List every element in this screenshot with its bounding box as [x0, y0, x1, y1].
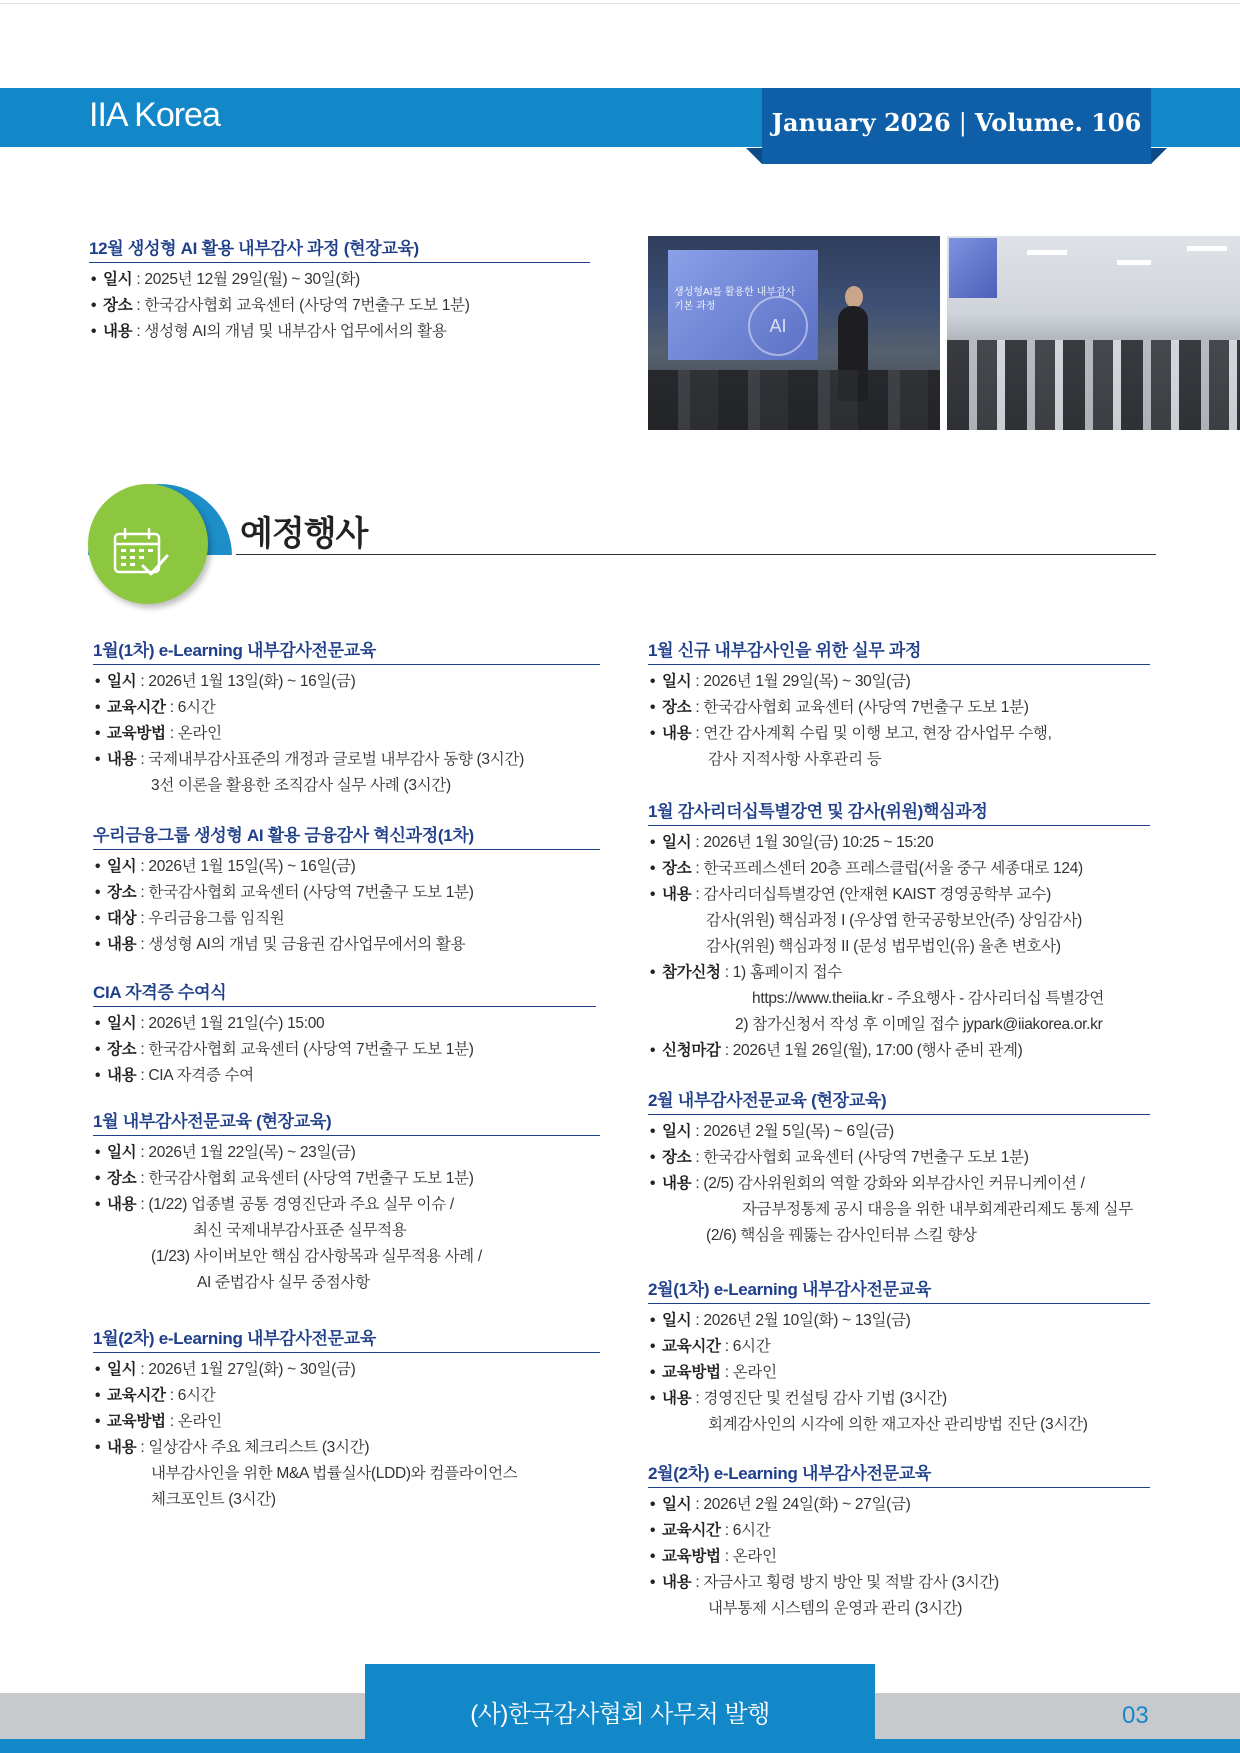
detail-value: 감사리더십특별강연 (안재현 KAIST 경영공학부 교수): [703, 886, 1051, 903]
detail-value: 한국감사협회 교육센터 (사당역 7번출구 도보 1분): [148, 1041, 474, 1058]
detail-value: 생성형 AI의 개념 및 금융권 감사업무에서의 활용: [148, 936, 466, 953]
page-number: 03: [1122, 1702, 1149, 1729]
event-detail: [93, 721, 600, 747]
detail-value: 한국프레스센터 20층 프레스클럽(서울 중구 세종대로 124): [703, 860, 1083, 877]
event-title: 2월 내부감사전문교육 (현장교육): [648, 1086, 1150, 1115]
detail-label: 내용: [107, 1196, 137, 1213]
detail-label: 장소: [107, 1041, 137, 1058]
detail-value: 온라인: [732, 1548, 777, 1565]
detail-sep: :: [136, 858, 149, 875]
event-details: [89, 267, 590, 345]
event-detail: [648, 1171, 1150, 1197]
detail-label: 교육시간: [107, 699, 166, 716]
detail-label: 내용: [103, 323, 133, 340]
detail-sep: :: [136, 910, 149, 927]
detail-value: 일상감사 주요 체크리스트 (3시간): [148, 1439, 370, 1456]
detail-label: 내용: [107, 751, 137, 768]
top-rule: [0, 0, 1240, 4]
event-detail: [93, 906, 600, 932]
detail-label: 장소: [107, 1170, 137, 1187]
detail-value: 한국감사협회 교육센터 (사당역 7번출구 도보 1분): [148, 1170, 474, 1187]
detail-continuation: (1/23) 사이버보안 핵심 감사항목과 실무적용 사례 /: [151, 1248, 482, 1265]
detail-label: 장소: [662, 860, 692, 877]
speaker-head: [845, 286, 863, 308]
detail-value: 온라인: [177, 725, 222, 742]
detail-sep: :: [136, 1015, 149, 1032]
detail-label: 교육시간: [662, 1522, 721, 1539]
detail-label: 일시: [662, 834, 692, 851]
event-title: 우리금융그룹 생성형 AI 활용 금융감사 혁신과정(1차): [93, 821, 600, 850]
slide-title: 생성형AI를 활용한 내부감사 기본 과정: [674, 287, 796, 312]
past-event: [89, 234, 590, 345]
detail-sep: :: [136, 1361, 149, 1378]
event-detail: [93, 1011, 596, 1037]
detail-continuation: AI 준법감사 실무 중점사항: [197, 1274, 370, 1291]
detail-value: 우리금융그룹 임직원: [148, 910, 285, 927]
issue-date: January 2026: [771, 108, 951, 137]
detail-value: 2026년 2월 10일(화) ~ 13일(금): [703, 1312, 911, 1329]
detail-sep: :: [691, 1390, 704, 1407]
detail-value: 1) 홈페이지 접수: [732, 964, 842, 981]
event-detail: [648, 1038, 1150, 1064]
detail-label: 교육방법: [107, 725, 166, 742]
publisher-label: (사)한국감사협회 사무처 발행: [470, 1701, 770, 1728]
detail-sep: :: [136, 673, 149, 690]
projector-screen: [949, 238, 997, 298]
detail-sep: :: [720, 1338, 733, 1355]
event-detail: [93, 669, 600, 695]
detail-label: 내용: [662, 1175, 692, 1192]
event-title: 1월 신규 내부감사인을 위한 실무 과정: [648, 636, 1150, 665]
brand-logo: IIA Korea: [89, 96, 220, 134]
detail-value: 2026년 1월 21일(수) 15:00: [148, 1015, 325, 1032]
detail-label: 교육방법: [107, 1413, 166, 1430]
detail-sep: :: [720, 1548, 733, 1565]
detail-label: 일시: [103, 271, 133, 288]
event-block: [93, 1107, 600, 1296]
event-detail: [93, 854, 600, 880]
event-detail: [648, 1360, 1150, 1386]
detail-sep: :: [165, 1387, 178, 1404]
event-details: [93, 1357, 600, 1461]
detail-value: 2026년 2월 5일(목) ~ 6일(금): [703, 1123, 894, 1140]
detail-label: 내용: [107, 1067, 137, 1084]
detail-label: 일시: [662, 1312, 692, 1329]
event-block: [648, 1086, 1150, 1249]
detail-continuation: 감사 지적사항 사후관리 등: [708, 751, 882, 768]
event-detail: [89, 319, 590, 345]
detail-sep: :: [136, 884, 149, 901]
detail-sep: :: [691, 1175, 704, 1192]
detail-continuation: 감사(위원) 핵심과정 II (문성 법무법인(유) 율촌 변호사): [706, 938, 1061, 955]
detail-label: 내용: [662, 725, 692, 742]
audience: [648, 370, 940, 430]
detail-continuation: 내부감사인을 위한 M&A 법률실사(LDD)와 컴플라이언스: [151, 1465, 518, 1482]
detail-label: 내용: [662, 1574, 692, 1591]
event-detail: [89, 293, 590, 319]
detail-label: 참가신청: [662, 964, 721, 981]
detail-sep: :: [165, 1413, 178, 1430]
detail-sep: :: [165, 699, 178, 716]
event-detail: [648, 1492, 1150, 1518]
detail-value: (2/5) 감사위원회의 역할 강화와 외부감사인 커뮤니케이션 /: [703, 1175, 1085, 1192]
section-rule: [236, 554, 1156, 555]
event-detail: [648, 830, 1150, 856]
detail-sep: :: [165, 725, 178, 742]
event-detail: [648, 695, 1150, 721]
detail-value: 생성형 AI의 개념 및 내부감사 업무에서의 활용: [144, 323, 447, 340]
detail-label: 일시: [662, 1123, 692, 1140]
calendar-check-icon: [111, 526, 171, 580]
detail-sep: :: [136, 1041, 149, 1058]
detail-value: 한국감사협회 교육센터 (사당역 7번출구 도보 1분): [144, 297, 470, 314]
detail-sep: :: [691, 1312, 704, 1329]
detail-sep: :: [132, 323, 145, 340]
detail-value: 자금사고 횡령 방지 방안 및 적발 감사 (3시간): [703, 1574, 999, 1591]
detail-value: 한국감사협회 교육센터 (사당역 7번출구 도보 1분): [148, 884, 474, 901]
event-detail: [648, 960, 1150, 986]
event-details: [648, 1308, 1150, 1412]
event-block: [93, 1324, 600, 1513]
ceiling-light: [1027, 250, 1067, 255]
event-detail: [93, 695, 600, 721]
detail-label: 내용: [107, 936, 137, 953]
event-block: [93, 636, 600, 799]
event-title: CIA 자격증 수여식: [93, 978, 596, 1007]
detail-sep: :: [132, 297, 145, 314]
detail-continuation: (2/6) 핵심을 꿰뚫는 감사인터뷰 스킬 향상: [706, 1227, 977, 1244]
event-detail: [93, 747, 600, 773]
detail-label: 일시: [662, 673, 692, 690]
detail-label: 대상: [107, 910, 137, 927]
detail-label: 일시: [107, 1361, 137, 1378]
event-detail: [648, 1334, 1150, 1360]
event-title: 2월(2차) e-Learning 내부감사전문교육: [648, 1459, 1150, 1488]
detail-sep: :: [691, 1574, 704, 1591]
detail-sep: :: [691, 1123, 704, 1140]
detail-continuation: 자금부정통제 공시 대응을 위한 내부회계관리제도 통제 실무: [742, 1201, 1133, 1218]
issue-label: [762, 108, 1151, 137]
event-detail: [93, 932, 600, 958]
ceiling-light: [1187, 246, 1227, 251]
detail-label: 장소: [107, 884, 137, 901]
event-detail: [93, 1140, 600, 1166]
section-title: 예정행사: [240, 515, 368, 553]
detail-value: 2026년 2월 24일(화) ~ 27일(금): [703, 1496, 911, 1513]
detail-label: 교육방법: [662, 1364, 721, 1381]
detail-value: (1/22) 업종별 공통 경영진단과 주요 실무 이슈 /: [148, 1196, 454, 1213]
detail-label: 내용: [662, 1390, 692, 1407]
detail-continuation: 최신 국제내부감사표준 실무적용: [193, 1222, 407, 1239]
slide-ai-mark: AI: [748, 296, 808, 356]
event-details: [648, 669, 1150, 747]
event-block: [648, 1459, 1150, 1622]
detail-value: 6시간: [732, 1338, 771, 1355]
event-detail: [648, 882, 1150, 908]
event-detail: [648, 669, 1150, 695]
detail-label: 교육방법: [662, 1548, 721, 1565]
event-detail: [648, 1544, 1150, 1570]
detail-value: 6시간: [177, 1387, 216, 1404]
detail-value: 6시간: [732, 1522, 771, 1539]
event-detail: [93, 1166, 600, 1192]
event-detail: [648, 856, 1150, 882]
classroom-desks: [947, 340, 1240, 430]
detail-sep: :: [132, 271, 145, 288]
detail-value: 2026년 1월 29일(목) ~ 30일(금): [703, 673, 911, 690]
event-title: 12월 생성형 AI 활용 내부감사 과정 (현장교육): [89, 234, 590, 263]
event-detail: [93, 1063, 596, 1089]
registration-url[interactable]: https://www.theiia.kr - 주요행사 - 감사리더십 특별강연: [752, 990, 1105, 1007]
lecture-photo-front: [648, 236, 940, 430]
event-detail: [648, 1570, 1150, 1596]
issue-fold-right: [1151, 148, 1167, 164]
event-details: [648, 1492, 1150, 1596]
detail-value: 온라인: [177, 1413, 222, 1430]
event-title: 1월(1차) e-Learning 내부감사전문교육: [93, 636, 600, 665]
event-block: [93, 821, 600, 958]
detail-sep: :: [136, 1067, 149, 1084]
detail-continuation: 감사(위원) 핵심과정 I (우상엽 한국공항보안(주) 상임감사): [706, 912, 1083, 929]
detail-label: 일시: [662, 1496, 692, 1513]
event-title: 1월(2차) e-Learning 내부감사전문교육: [93, 1324, 600, 1353]
event-detail: [93, 1409, 600, 1435]
detail-sep: :: [691, 699, 704, 716]
detail-continuation: 체크포인트 (3시간): [151, 1491, 276, 1508]
event-detail: [93, 1357, 600, 1383]
detail-label: 내용: [107, 1439, 137, 1456]
detail-sep: :: [691, 673, 704, 690]
event-details: [648, 1119, 1150, 1197]
event-detail: [648, 1518, 1150, 1544]
event-details: [93, 854, 600, 958]
detail-sep: :: [136, 1439, 149, 1456]
detail-sep: :: [720, 1364, 733, 1381]
detail-value: 경영진단 및 컨설팅 감사 기법 (3시간): [703, 1390, 947, 1407]
event-block: [648, 797, 1150, 1064]
event-details: [648, 960, 1150, 986]
detail-label: 일시: [107, 1015, 137, 1032]
event-detail: [648, 1386, 1150, 1412]
event-detail: [93, 1383, 600, 1409]
detail-sep: :: [136, 751, 149, 768]
detail-sep: :: [136, 1170, 149, 1187]
detail-label: 장소: [662, 699, 692, 716]
event-details: [648, 830, 1150, 908]
detail-value: 2026년 1월 13일(화) ~ 16일(금): [148, 673, 356, 690]
detail-value: 2026년 1월 15일(목) ~ 16일(금): [148, 858, 356, 875]
event-details: [648, 1038, 1150, 1064]
detail-label: 교육시간: [662, 1338, 721, 1355]
detail-value: CIA 자격증 수여: [148, 1067, 254, 1084]
detail-value: 한국감사협회 교육센터 (사당역 7번출구 도보 1분): [703, 1149, 1029, 1166]
event-block: [93, 978, 596, 1089]
event-detail: [93, 1192, 600, 1218]
lecture-photo-room: [947, 236, 1240, 430]
event-detail: [648, 721, 1150, 747]
event-title: 2월(1차) e-Learning 내부감사전문교육: [648, 1275, 1150, 1304]
detail-sep: :: [720, 1042, 733, 1059]
issue-fold-left: [746, 148, 762, 164]
detail-continuation: 3선 이론을 활용한 조직감사 실무 사례 (3시간): [151, 777, 451, 794]
event-details: [93, 669, 600, 773]
detail-continuation: 내부통제 시스템의 운영과 관리 (3시간): [708, 1600, 963, 1617]
detail-label: 신청마감: [662, 1042, 721, 1059]
detail-sep: :: [691, 1496, 704, 1513]
detail-value: 연간 감사계획 수립 및 이행 보고, 현장 감사업무 수행,: [703, 725, 1052, 742]
event-detail: [89, 267, 590, 293]
event-detail: [93, 1435, 600, 1461]
detail-sep: :: [691, 834, 704, 851]
detail-label: 일시: [107, 1144, 137, 1161]
detail-value: 2025년 12월 29일(월) ~ 30일(화): [144, 271, 360, 288]
issue-separator: |: [958, 109, 967, 137]
detail-label: 장소: [662, 1149, 692, 1166]
detail-label: 내용: [662, 886, 692, 903]
detail-value: 국제내부감사표준의 개정과 글로벌 내부감사 동향 (3시간): [148, 751, 524, 768]
event-details: [93, 1140, 600, 1218]
event-detail: [648, 1145, 1150, 1171]
event-block: [648, 1275, 1150, 1438]
issue-volume: Volume. 106: [974, 108, 1142, 137]
detail-sep: :: [136, 1196, 149, 1213]
event-detail: [93, 1037, 596, 1063]
detail-sep: :: [691, 886, 704, 903]
detail-value: 2026년 1월 27일(화) ~ 30일(금): [148, 1361, 356, 1378]
detail-sep: :: [720, 964, 733, 981]
detail-value: 2026년 1월 26일(월), 17:00 (행사 준비 관계): [732, 1042, 1023, 1059]
detail-label: 일시: [107, 673, 137, 690]
detail-value: 2026년 1월 22일(목) ~ 23일(금): [148, 1144, 356, 1161]
detail-sep: :: [136, 1144, 149, 1161]
event-block: [648, 636, 1150, 773]
event-title: 1월 내부감사전문교육 (현장교육): [93, 1107, 600, 1136]
detail-sep: :: [720, 1522, 733, 1539]
event-details: [93, 1011, 596, 1089]
ceiling-light: [1117, 260, 1151, 265]
detail-sep: :: [691, 1149, 704, 1166]
detail-value: 한국감사협회 교육센터 (사당역 7번출구 도보 1분): [703, 699, 1029, 716]
detail-value: 온라인: [732, 1364, 777, 1381]
detail-sep: :: [691, 860, 704, 877]
detail-label: 교육시간: [107, 1387, 166, 1404]
detail-label: 장소: [103, 297, 133, 314]
event-title: 1월 감사리더십특별강연 및 감사(위원)핵심과정: [648, 797, 1150, 826]
detail-sep: :: [136, 936, 149, 953]
detail-continuation: 회계감사인의 시각에 의한 재고자산 관리방법 진단 (3시간): [708, 1416, 1088, 1433]
detail-label: 일시: [107, 858, 137, 875]
event-detail: [648, 1119, 1150, 1145]
event-detail: [93, 880, 600, 906]
detail-continuation: 2) 참가신청서 작성 후 이메일 접수 jypark@iiakorea.or.kr: [735, 1016, 1103, 1033]
detail-sep: :: [691, 725, 704, 742]
detail-value: 6시간: [177, 699, 216, 716]
detail-value: 2026년 1월 30일(금) 10:25 ~ 15:20: [703, 834, 934, 851]
event-detail: [648, 1308, 1150, 1334]
